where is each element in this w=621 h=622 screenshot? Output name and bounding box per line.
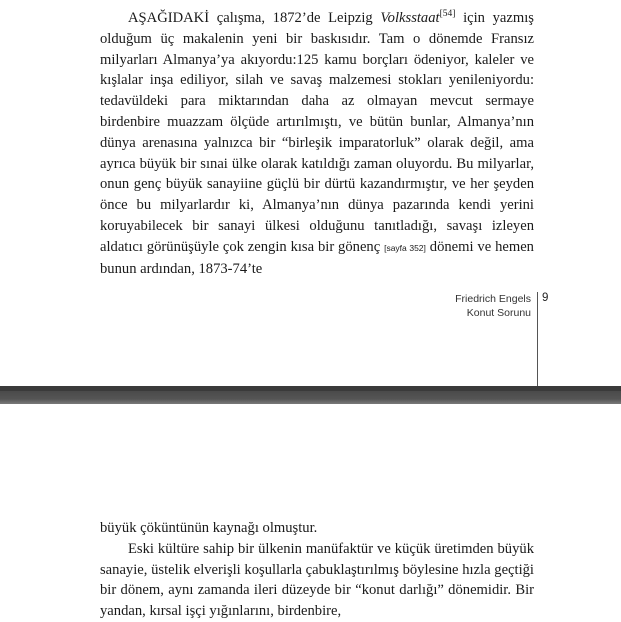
paragraph-second: Eski kültüre sahip bir ülkenin manüfaktür ve küçük üretimden büyük sanayie, üstelik elverişli koşullarla çabuklaştırılmış böylesine hızla geçtiği bir dönem, aynı zamanda ileri düzeyde bir “konut darlığı” dönemidir. Bir yandan, kırsal işçi yığınlarını, birdenbire, — [100, 540, 534, 620]
page-footer — [455, 292, 531, 320]
text-segment: dönemi ve hemen bunun ardından, 1873-74’te — [100, 238, 534, 277]
page-reference: [sayfa 352] — [384, 242, 426, 253]
footnote-ref[interactable]: [54] — [439, 9, 456, 20]
footer-divider — [537, 292, 538, 386]
lead-capitals: AŞAĞIDAKİ — [128, 10, 210, 26]
footer-author: Friedrich Engels — [455, 293, 531, 305]
page-separator — [0, 386, 621, 404]
page-number: 9 — [542, 292, 549, 304]
text-segment: çalışma, 1872’de Leipzig — [209, 10, 381, 26]
paragraph-continuation: büyük çöküntünün kaynağı olmuştur. — [100, 520, 318, 536]
volksstaat-title: Volksstaat — [380, 10, 440, 26]
text-segment: için yazmış olduğum üç makalenin yeni bir baskısıdır. Tam o dönemde Fransız milyarları Almanya’ya akıyordu:125 kamu borçları ödeniyor, kaleler ve kışlalar inşa ediliyor, silah ve savaş malzemesi stokları yenileniyordu: tedavüldeki para miktarından daha az olmayan mevcut sermaye birdenbire muazzam ölçüde artırılmıştı, ve bütün bunlar, Almanya’nın dünya arenasına yalnızca bir “birleşik imparatorluk” olarak değil, ama ayrıca büyük bir sınai ülke olarak katıldığı zaman oluyordu. Bu milyarlar, onun genç büyük sanayiine güçlü bir dürtü kazandırmıştır, ve her şeyden önce bu milyarlardır ki, Almanya’nın dünya pazarında kendi yerini koruyabilecek bir sanayi ülkesi olduğunu tanıtladığı, savaşı izleyen aldatıcı görünüşüyle çok zengin kısa bir gönenç — [100, 10, 534, 255]
paragraph-intro — [100, 8, 534, 279]
footer-book-title: Konut Sorunu — [466, 307, 531, 319]
